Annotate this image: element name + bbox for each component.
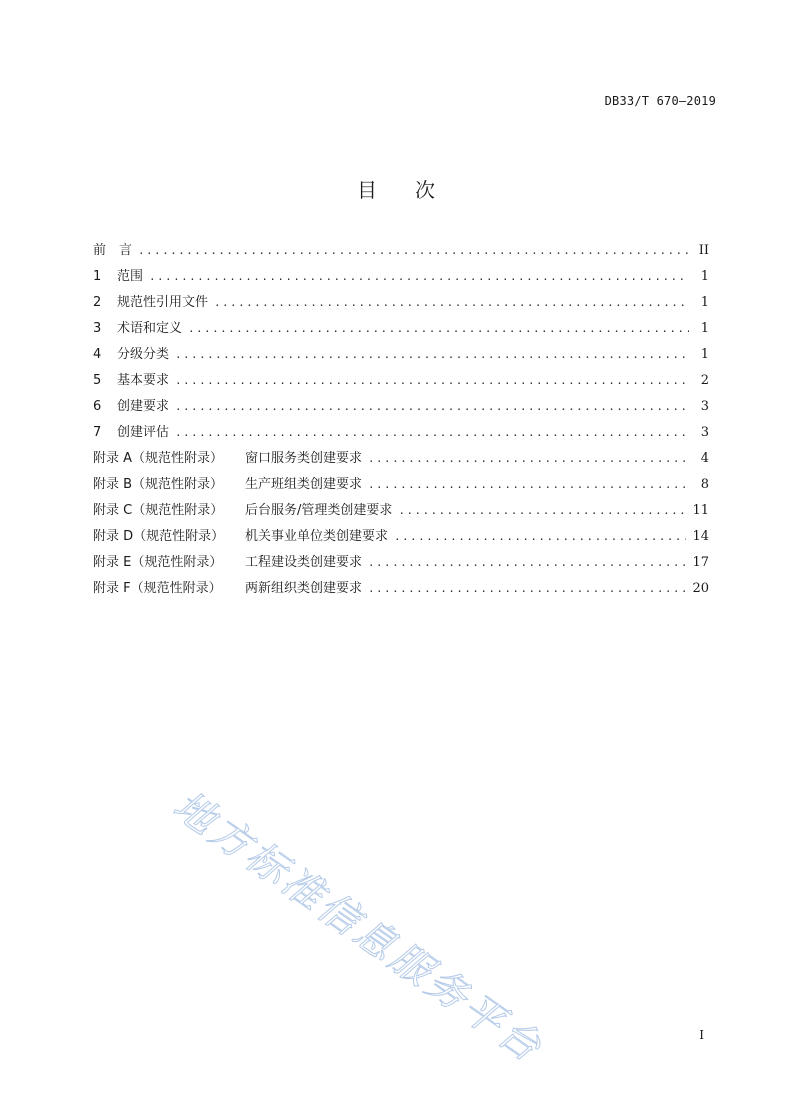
toc-page-number: II xyxy=(698,243,709,258)
toc-page-number: 2 xyxy=(700,373,709,388)
toc-entry-4[interactable] xyxy=(93,342,709,368)
toc-entry-1[interactable] xyxy=(93,264,709,290)
toc-page-number: 1 xyxy=(700,347,709,362)
toc-entry-foreword[interactable] xyxy=(93,238,709,264)
toc-entry-label: 基本要求 xyxy=(117,373,170,388)
toc-appendix-d[interactable] xyxy=(93,524,709,550)
toc-entry-label: 范围 xyxy=(117,269,144,284)
dot-leader xyxy=(138,241,689,261)
toc-entry-number: 4 xyxy=(93,347,102,362)
toc-appendix-c[interactable] xyxy=(93,498,709,524)
toc-title: 目次 xyxy=(357,178,473,202)
toc-appendix-code: 附录 F（规范性附录） xyxy=(93,581,222,596)
toc-entry-label: 前 言 xyxy=(93,243,133,258)
toc-entry-7[interactable] xyxy=(93,420,709,446)
toc-entry-label: 创建评估 xyxy=(117,425,170,440)
table-of-contents xyxy=(93,238,709,602)
toc-entry-number: 7 xyxy=(93,425,102,440)
toc-appendix-f[interactable] xyxy=(93,576,709,602)
toc-page-number: 14 xyxy=(692,529,709,544)
toc-appendix-code: 附录 E（规范性附录） xyxy=(93,555,223,570)
dot-leader xyxy=(175,423,689,443)
toc-entry-label: 创建要求 xyxy=(117,399,170,414)
toc-entry-label: 生产班组类创建要求 xyxy=(245,477,363,492)
toc-entry-3[interactable] xyxy=(93,316,709,342)
toc-entry-label: 工程建设类创建要求 xyxy=(245,555,363,570)
dot-leader xyxy=(175,345,689,365)
toc-entry-label: 后台服务/管理类创建要求 xyxy=(245,503,393,518)
toc-appendix-a[interactable] xyxy=(93,446,709,472)
toc-appendix-code: 附录 C（规范性附录） xyxy=(93,503,224,518)
toc-entry-6[interactable] xyxy=(93,394,709,420)
toc-page-number: 4 xyxy=(700,451,709,466)
toc-entry-5[interactable] xyxy=(93,368,709,394)
toc-entry-number: 1 xyxy=(93,269,102,284)
dot-leader xyxy=(175,371,689,391)
dot-leader xyxy=(214,293,689,313)
dot-leader xyxy=(398,501,686,521)
toc-appendix-code: 附录 B（规范性附录） xyxy=(93,477,224,492)
toc-appendix-b[interactable] xyxy=(93,472,709,498)
toc-entry-number: 5 xyxy=(93,373,102,388)
toc-entry-label: 规范性引用文件 xyxy=(117,295,209,310)
dot-leader xyxy=(394,527,686,547)
toc-entry-label: 两新组织类创建要求 xyxy=(245,581,363,596)
toc-entry-label: 分级分类 xyxy=(117,347,170,362)
toc-entry-label: 窗口服务类创建要求 xyxy=(245,451,363,466)
toc-page-number: 1 xyxy=(700,269,709,284)
dot-leader xyxy=(368,475,689,495)
toc-entry-number: 2 xyxy=(93,295,102,310)
toc-entry-number: 6 xyxy=(93,399,102,414)
toc-appendix-code: 附录 A（规范性附录） xyxy=(93,451,224,466)
dot-leader xyxy=(149,267,689,287)
toc-page-number: 3 xyxy=(700,399,709,414)
dot-leader xyxy=(175,397,689,417)
toc-page-number: 8 xyxy=(700,477,709,492)
dot-leader xyxy=(368,553,686,573)
page-number: I xyxy=(699,1028,704,1042)
toc-appendix-e[interactable] xyxy=(93,550,709,576)
toc-entry-label: 术语和定义 xyxy=(117,321,183,336)
dot-leader xyxy=(368,579,686,599)
toc-page-number: 17 xyxy=(692,555,709,570)
dot-leader xyxy=(188,319,689,339)
toc-page-number: 3 xyxy=(700,425,709,440)
toc-page-number: 1 xyxy=(700,295,709,310)
toc-entry-label: 机关事业单位类创建要求 xyxy=(245,529,389,544)
dot-leader xyxy=(368,449,689,469)
toc-page-number: 20 xyxy=(692,581,709,596)
watermark: 地方标准信息服务平台 xyxy=(164,782,552,1073)
toc-entry-number: 3 xyxy=(93,321,102,336)
toc-appendix-code: 附录 D（规范性附录） xyxy=(93,529,225,544)
toc-page-number: 11 xyxy=(692,503,709,518)
toc-entry-2[interactable] xyxy=(93,290,709,316)
toc-page-number: 1 xyxy=(700,321,709,336)
document-code: DB33/T 670—2019 xyxy=(604,94,716,108)
